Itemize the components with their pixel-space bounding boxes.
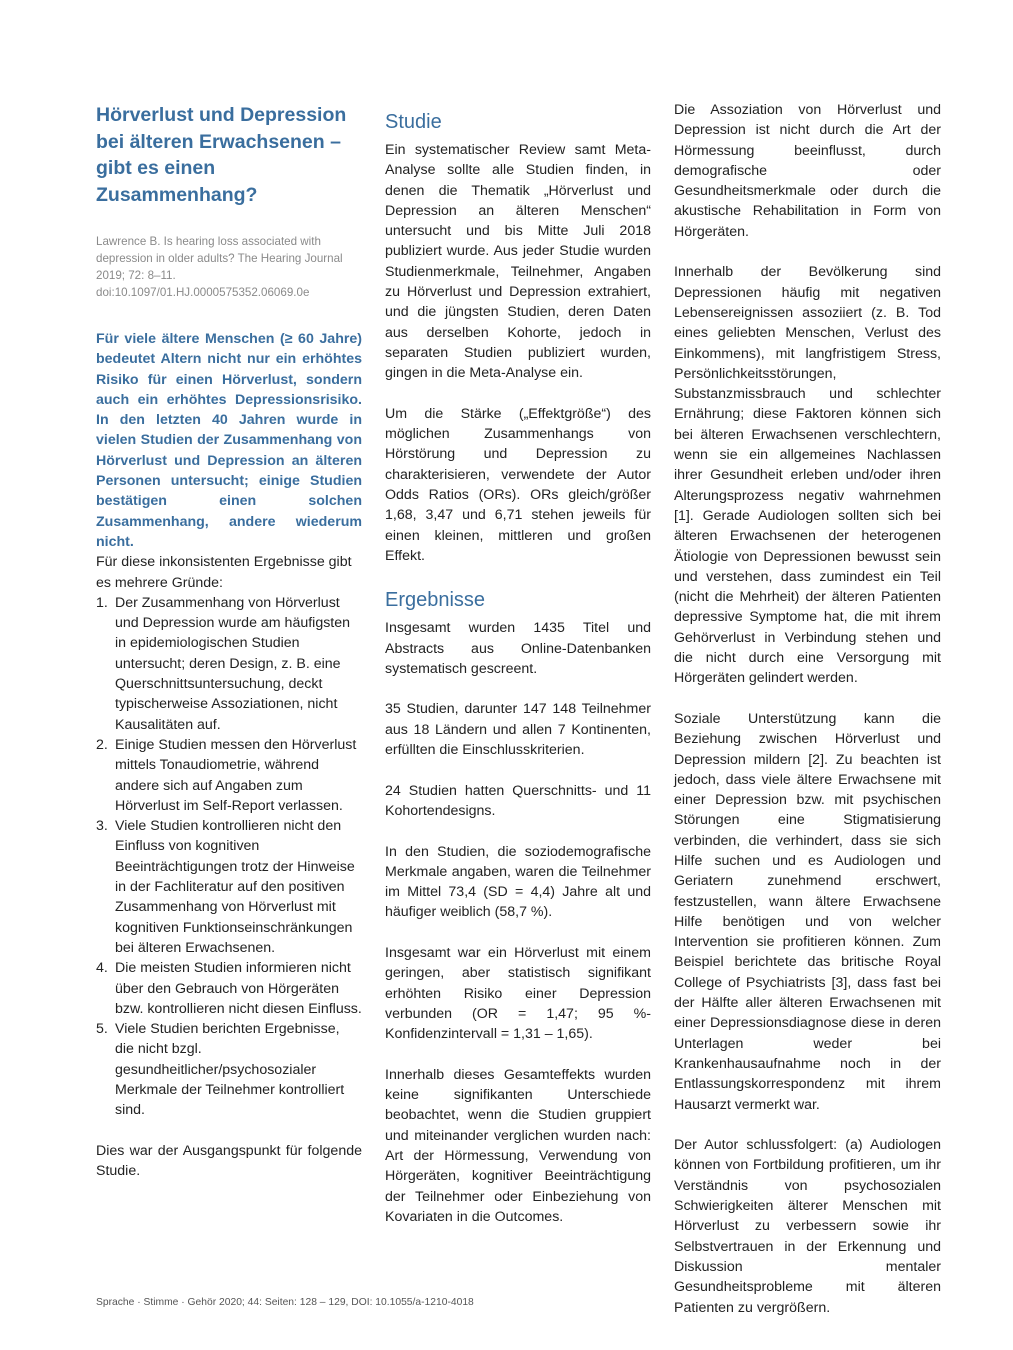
list-text: Der Zusammenhang von Hörverlust und Depression wurde am häufigsten in epidemiologischen Studien untersucht; deren Design, z. B. eine Querschnittsuntersuchung, deckt typischerweise Assoziationen, nicht Kausalitäten auf. <box>115 594 351 733</box>
list-item <box>96 816 362 958</box>
reasons-intro: Für diese inkonsistenten Ergebnisse gibt es mehrere Gründe: <box>96 554 352 591</box>
list-number: 1. <box>96 594 108 611</box>
results-paragraph: Insgesamt war ein Hörverlust mit einem geringen, aber statistisch signifikant erhöhten Risiko einer Depression verbunden (OR = 1,47; 95 %-Konfidenzintervall = 1,31 – 1,65). <box>385 944 651 1043</box>
results-paragraph: 24 Studien hatten Querschnitts- und 11 Kohortendesigns. <box>385 782 651 819</box>
conclusion-paragraph: Der Autor schlussfolgert: (a) Audiologen können von Fortbildung profitieren, um ihr Verständnis von psychosozialen Schwierigkeiten älterer Menschen mit Hörverlust zu verbessern sowie ihr Selbstvertrauen in der Erkennung und Diskussion mentaler Gesundheitsprobleme mit älteren Patienten zu vergrößern. <box>674 1137 941 1316</box>
results-paragraph: In den Studien, die soziodemografische Merkmale angaben, waren die Teilnehmer im Mittel 73,4 (SD = 4,4) Jahre alt und häufiger weiblich (58,7 %). <box>385 843 651 921</box>
section-heading-results: Ergebnisse <box>385 589 486 612</box>
article-title: Hörverlust und Depression bei älteren Erwachsenen – gibt es einen Zusammenhang? <box>96 104 347 206</box>
outro-paragraph: Dies war der Ausgangspunkt für folgende Studie. <box>96 1142 362 1180</box>
list-item <box>96 735 362 816</box>
discussion-paragraph: Die Assoziation von Hörverlust und Depression ist nicht durch die Art der Hörmessung beeinflusst, durch demografische oder Gesundheitsmerkmale oder durch die akustische Rehabilitation in Form von Hörgeräten. <box>674 102 941 240</box>
discussion-paragraph: Soziale Unterstützung kann die Beziehung zwischen Hörverlust und Depression mildern [2]. Zu beachten ist jedoch, dass viele ältere Erwachsene mit einer Depression bzw. mit psychischen Störungen eine Stigmatisierung verbinden, die verhindert, dass sie sich Hilfe suchen und es Audiologen und Geriatern zunehmend erschwert, festzustellen, wann ältere Erwachsene Hilfe benötigen und von welcher Intervention sie profitieren können. Zum Beispiel berichtete das britische Royal College of Psychiatrists [3], dass fast bei der Hälfte aller älteren Erwachsenen mit einer Depressionsdiagnose diese in deren Unterlagen weder bei Krankenhausaufnahme noch in der Entlassungskorrespondenz mit ihrem Hausarzt vermerkt war. <box>674 710 941 1113</box>
list-text: Die meisten Studien informieren nicht über den Gebrauch von Hörgeräten bzw. kontrollieren nicht diesen Einfluss. <box>115 960 362 1017</box>
list-text: Viele Studien kontrollieren nicht den Einfluss von kognitiven Beeinträchtigungen trotz der Hinweise in der Fachliteratur auf den positiven Zusammenhang von Hörverlust mit kognitiven Funktionseinschränkungen bei älteren Erwachsenen. <box>115 818 355 956</box>
page-footer-citation: Sprache · Stimme · Gehör 2020; 44: Seiten: 128 – 129, DOI: 10.1055/a-1210-4018 <box>96 1297 474 1308</box>
study-paragraph: Um die Stärke („Effektgröße“) des möglichen Zusammenhangs von Hörstörung und Depression zu charakterisieren, verwendete der Autor Odds Ratios (ORs). ORs gleich/größer 1,68, 3,47 und 6,71 stehen jeweils für einen kleinen, mittleren und großen Effekt. <box>385 405 651 564</box>
section-heading-study: Studie <box>385 111 442 133</box>
list-number: 3. <box>96 818 108 835</box>
list-text: Einige Studien messen den Hörverlust mittels Tonaudiometrie, während andere sich auf Angaben zum Hörverlust im Self-Report verlassen. <box>115 736 357 814</box>
column-left <box>96 100 362 1202</box>
list-number: 4. <box>96 960 108 977</box>
reasons-list <box>96 593 362 1121</box>
list-item <box>96 1019 362 1120</box>
results-paragraph: Insgesamt wurden 1435 Titel und Abstracts aus Online-Datenbanken systematisch gescreent. <box>385 620 651 677</box>
list-text: Viele Studien berichten Ergebnisse, die nicht bzgl. gesundheitlicher/psychosozialer Merkmale der Teilnehmer kontrolliert sind. <box>115 1021 345 1119</box>
list-number: 2. <box>96 736 108 753</box>
discussion-paragraph: Innerhalb der Bevölkerung sind Depressionen häufig mit negativen Lebensereignissen assoziiert (z. B. Tod eines geliebten Menschen, Verlust des Einkommens), mit langfristigem Stress, Persönlichkeitsstörungen, Substanzmissbrauch und schlechter Ernährung; diese Faktoren können sich bei älteren Erwachsenen verschlechtern, wenn sie ein allgemeines Nachlassen ihrer Gesundheit erleben und/oder ihren Alterungsprozess negativ wahrnehmen [1]. Gerade Audiologen sollten sich bei älteren Erwachsenen der heterogenen Ätiologie von Depressionen bewusst sein und verstehen, dass zumindest ein Teil (nicht die Mehrheit) der älteren Patienten depressive Symptome hat, die mit ihrem Gehörverlust in Verbindung stehen und die nicht durch eine Versorgung mit Hörgeräten gelindert werden. <box>674 264 941 687</box>
lead-paragraph: Für viele ältere Menschen (≥ 60 Jahre) bedeutet Altern nicht nur ein erhöhtes Risiko für einen Hörverlust, sondern auch ein erhöhtes Depressionsrisiko. In den letzten 40 Jahren wurde in vielen Studien der Zusammenhang von Hörverlust und Depression an älteren Personen untersucht; einige Studien bestätigen einen solchen Zusammenhang, andere wiederum nicht. <box>96 331 362 550</box>
results-paragraph: Innerhalb dieses Gesamteffekts wurden keine signifikanten Unterschiede beobachtet, wenn die Studien gruppiert und miteinander verglichen wurden nach: Art der Hörmessung, Verwendung von Hörgeräten, kognitiver Beeinträchtigung der Teilnehmer oder Einbeziehung von Kovariaten in die Outcomes. <box>385 1066 651 1225</box>
list-item <box>96 593 362 735</box>
column-right <box>674 100 941 1338</box>
results-paragraph: 35 Studien, darunter 147 148 Teilnehmer aus 18 Ländern und allen 7 Kontinenten, erfüllten die Einschlusskriterien. <box>385 701 651 759</box>
list-item <box>96 958 362 1019</box>
study-paragraph: Ein systematischer Review samt Meta-Analyse sollte alle Studien finden, in denen die Thematik „Hörverlust und Depression an älteren Menschen“ untersucht und bis Mitte Juli 2018 publiziert wurde. Aus jeder Studie wurden Studienmerkmale, Teilnehmer, Angaben zu Hörverlust und Depression extrahiert, und die jüngsten Studien, deren Daten aus derselben Kohorte, jedoch in separaten Studien publiziert wurden, gingen in die Meta-Analyse ein. <box>385 142 651 382</box>
list-number: 5. <box>96 1021 108 1038</box>
column-middle <box>385 100 651 1247</box>
source-reference: Lawrence B. Is hearing loss associated with depression in older adults? The Hearing Journal 2019; 72: 8–11. doi:10.1097/01.HJ.0000575352.06069.0e <box>96 235 343 299</box>
